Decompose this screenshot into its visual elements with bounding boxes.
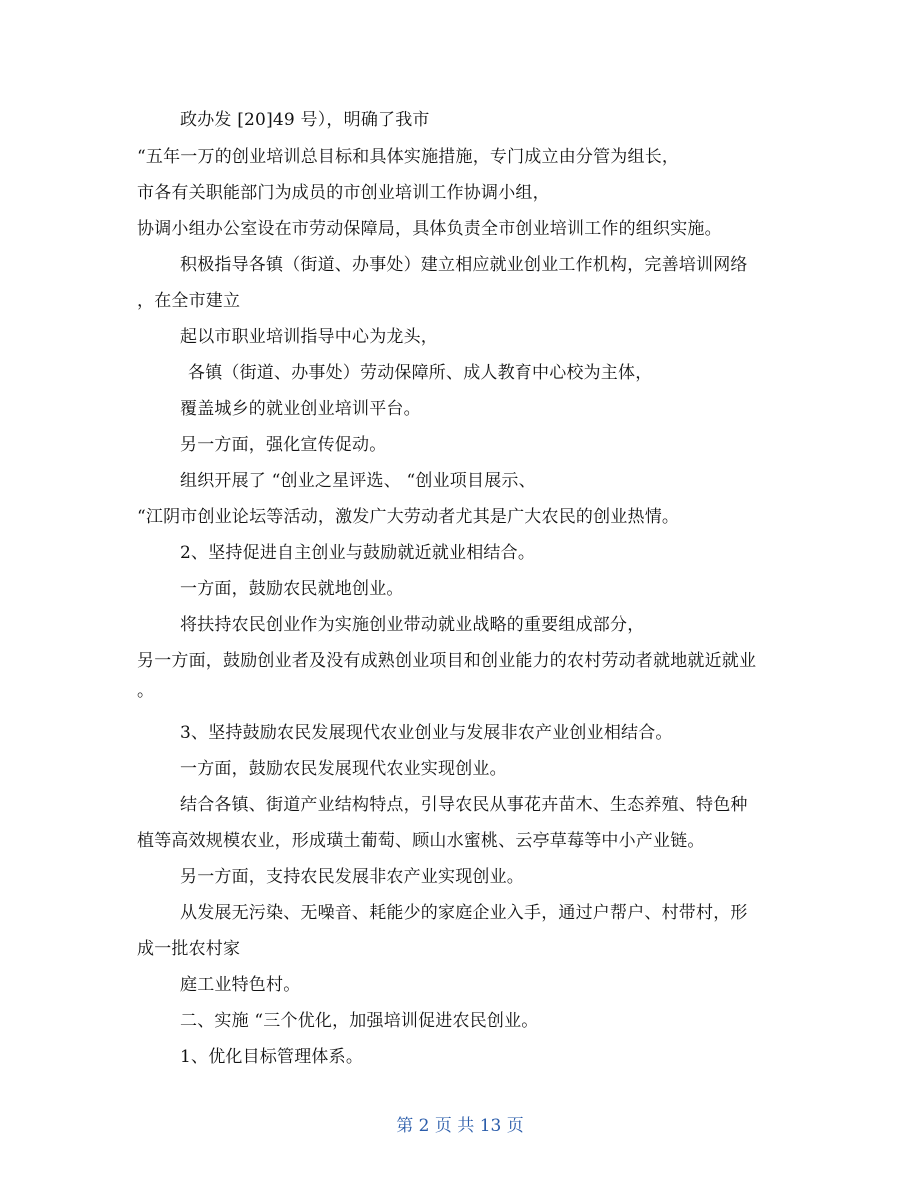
text-line: 植等高效规模农业，形成璜土葡萄、顾山水蜜桃、云亭草莓等中小产业链。 xyxy=(137,831,705,851)
text-line: ，在全市建立 xyxy=(137,291,241,311)
text-line: 将扶持农民创业作为实施创业带动就业战略的重要组成部分， xyxy=(180,615,645,635)
text-line: 庭工业特色村。 xyxy=(180,975,301,995)
text-line: 另一方面，支持农民发展非农产业实现创业。 xyxy=(180,867,524,887)
text-line: 成一批农村家 xyxy=(137,939,241,959)
text-line: 另一方面，强化宣传促动。 xyxy=(180,435,387,455)
text-line: 从发展无污染、无噪音、耗能少的家庭企业入手，通过户帮户、村带村，形 xyxy=(180,903,748,923)
text-line: 市各有关职能部门为成员的市创业培训工作协调小组， xyxy=(137,183,550,203)
text-line: 覆盖城乡的就业创业培训平台。 xyxy=(180,399,421,419)
text-line: 起以市职业培训指导中心为龙头， xyxy=(180,327,438,347)
text-line: 二、实施 “三个优化，加强培训促进农民创业。 xyxy=(180,1011,539,1031)
text-line: 一方面，鼓励农民就地创业。 xyxy=(180,579,404,599)
text-line: 。 xyxy=(137,681,155,701)
text-line: 各镇（街道、办事处）劳动保障所、成人教育中心校为主体， xyxy=(188,363,653,383)
text-line: 政办发 [20]49 号），明确了我市 xyxy=(180,110,430,130)
text-line: “江阴市创业论坛等活动，激发广大劳动者尤其是广大农民的创业热情。 xyxy=(137,507,680,527)
text-line: 协调小组办公室设在市劳动保障局，具体负责全市创业培训工作的组织实施。 xyxy=(137,219,722,239)
text-line: 另一方面，鼓励创业者及没有成熟创业项目和创业能力的农村劳动者就地就近就业 xyxy=(137,651,757,671)
text-line: 3、坚持鼓励农民发展现代农业创业与发展非农产业创业相结合。 xyxy=(180,723,673,743)
text-line: 1、优化目标管理体系。 xyxy=(180,1047,364,1067)
text-line: 2、坚持促进自主创业与鼓励就近就业相结合。 xyxy=(180,543,536,563)
text-line: 积极指导各镇（街道、办事处）建立相应就业创业工作机构，完善培训网络 xyxy=(180,255,748,275)
text-line: “五年一万的创业培训总目标和具体实施措施，专门成立由分管为组长， xyxy=(137,147,680,167)
text-line: 一方面，鼓励农民发展现代农业实现创业。 xyxy=(180,759,507,779)
page-number-footer: 第 2 页 共 13 页 xyxy=(396,1116,524,1136)
text-line: 结合各镇、街道产业结构特点，引导农民从事花卉苗木、生态养殖、特色种 xyxy=(180,795,748,815)
text-line: 组织开展了 “创业之星评选、 “创业项目展示、 xyxy=(180,471,536,491)
